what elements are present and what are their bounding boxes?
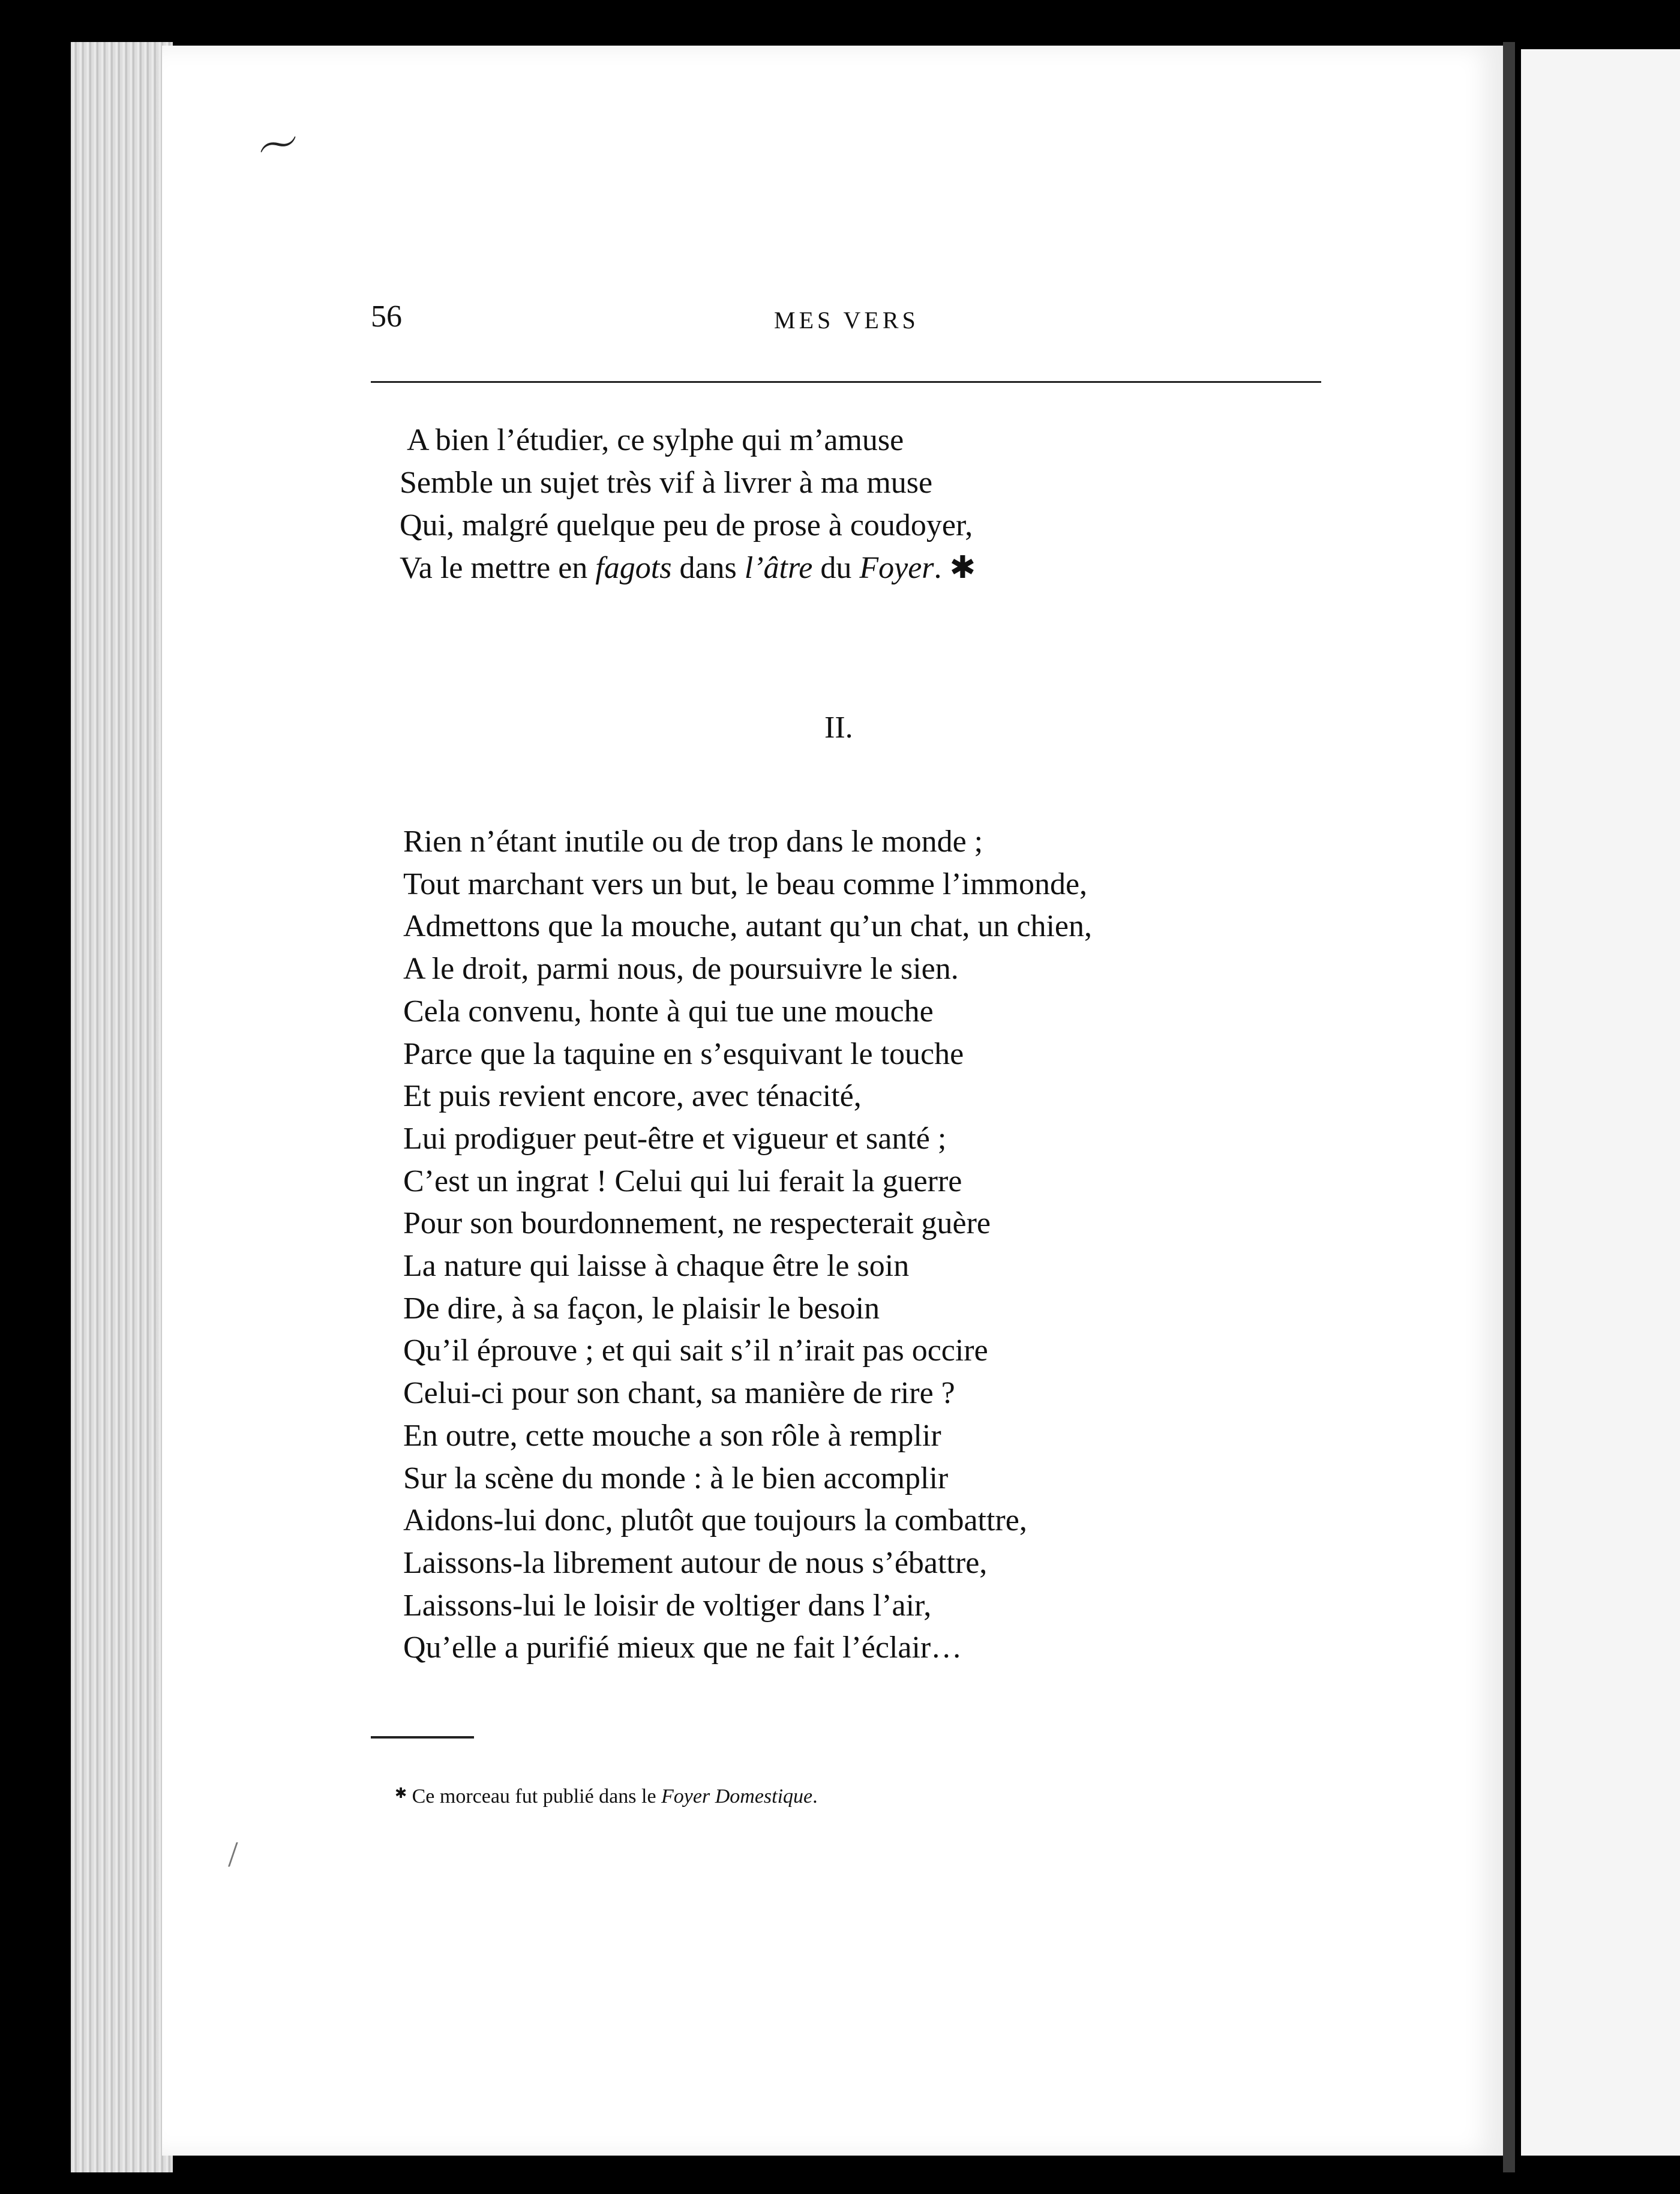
footnote-text: Ce morceau fut publié dans le (412, 1785, 662, 1808)
footnote-mark: ✱ (395, 1785, 407, 1802)
verse-line-with-italics (400, 547, 976, 589)
footnote-reference-mark: ✱ (949, 550, 976, 586)
italic-word: l’âtre (744, 551, 813, 585)
book-gutter (1503, 42, 1515, 2172)
verse-line: Tout marchant vers un but, le beau comme l’immonde, (403, 867, 1088, 901)
header-rule (371, 381, 1321, 383)
verse-line: Sur la scène du monde : à le bien accomplir (403, 1461, 949, 1495)
ink-mark: 〜 (251, 118, 307, 175)
pencil-mark: / (228, 1835, 238, 1874)
page-header (371, 299, 1321, 347)
page-number: 56 (371, 299, 402, 334)
verse-line: Celui-ci pour son chant, sa manière de rire ? (403, 1376, 955, 1411)
verse-text: Va le mettre en (400, 551, 596, 585)
verse-line: Qu’il éprouve ; et qui sait s’il n’irait pas occire (403, 1333, 988, 1368)
italic-word: Foyer (859, 551, 934, 585)
verse-line: Lui prodiguer peut-être et vigueur et santé ; (403, 1121, 947, 1156)
section-numeral: II. (824, 711, 853, 745)
verse-line: De dire, à sa façon, le plaisir le besoin (403, 1291, 880, 1326)
verse-text: dans (671, 551, 745, 585)
footnote-rule (371, 1736, 474, 1739)
verse-line: Parce que la taquine en s’esquivant le touche (403, 1036, 964, 1071)
verse-line: Pour son bourdonnement, ne respecterait guère (403, 1206, 991, 1241)
verse-line: Qu’elle a purifié mieux que ne fait l’éclair… (403, 1630, 962, 1665)
verse-line: Semble un sujet très vif à livrer à ma muse (400, 466, 933, 500)
verse-line: Qui, malgré quelque peu de prose à coudoyer, (400, 508, 973, 542)
stanza-two (403, 821, 1092, 1670)
verse-line: Cela convenu, honte à qui tue une mouche (403, 994, 934, 1029)
verse-line: Et puis revient encore, avec ténacité, (403, 1079, 862, 1114)
running-title: MES VERS (774, 307, 919, 334)
verse-line: Laissons-lui le loisir de voltiger dans l’air, (403, 1588, 932, 1623)
book-page-edges (71, 42, 173, 2172)
verse-line: A bien l’étudier, ce sylphe qui m’amuse (407, 423, 904, 457)
verse-line: Aidons-lui donc, plutôt que toujours la combattre, (403, 1503, 1027, 1538)
verse-text: . (934, 551, 942, 585)
verse-line: C’est un ingrat ! Celui qui lui ferait la guerre (403, 1164, 962, 1198)
verse-line: Rien n’étant inutile ou de trop dans le monde ; (403, 825, 983, 859)
stanza-one (400, 419, 976, 589)
verse-line: En outre, cette mouche a son rôle à remplir (403, 1418, 941, 1453)
footnote-italic-title: Foyer Domestique (661, 1785, 813, 1808)
verse-line: A le droit, parmi nous, de poursuivre le sien. (403, 952, 959, 987)
verse-line: La nature qui laisse à chaque être le soin (403, 1249, 910, 1284)
footnote-end: . (812, 1785, 818, 1808)
verse-text: du (812, 551, 860, 585)
italic-word: fagots (595, 551, 672, 585)
verse-line: Admettons que la mouche, autant qu’un chat, un chien, (403, 909, 1093, 944)
facing-page-edge (1521, 49, 1680, 2156)
verse-line: Laissons-la librement autour de nous s’ébattre, (403, 1545, 988, 1580)
footnote (395, 1785, 818, 1808)
